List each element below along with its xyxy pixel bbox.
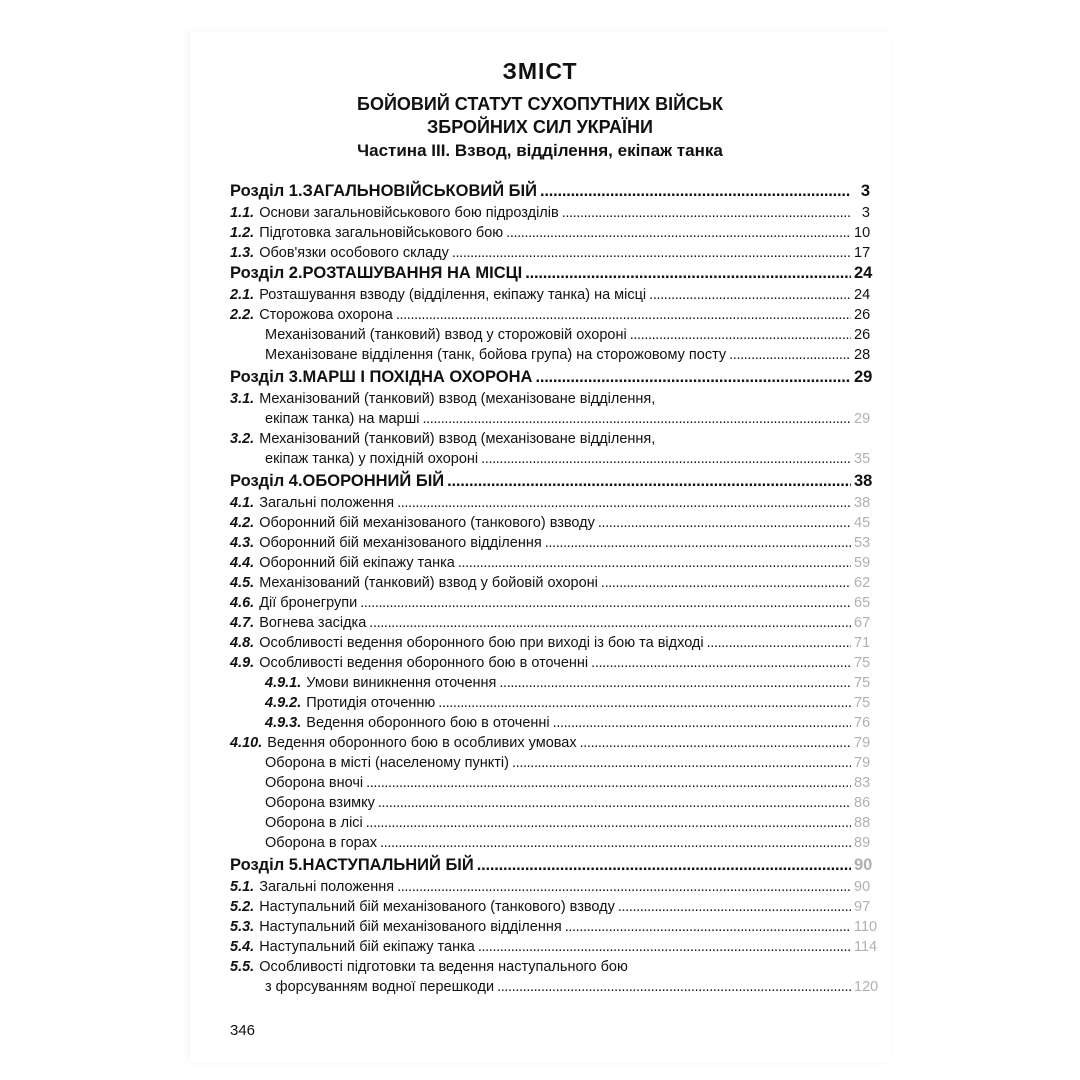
toc-page-number: 62 (854, 575, 871, 591)
toc-page-number: 10 (854, 225, 871, 241)
document-subtitle-line3: Частина ІІІ. Взвод, відділення, екіпаж танка (357, 141, 723, 160)
toc-entry-title: Особливості ведення оборонного бою при виході із бою та відході (259, 635, 704, 651)
toc-entry-row (230, 450, 870, 468)
toc-page-number: 53 (854, 535, 871, 551)
toc-entry-row (230, 878, 870, 896)
toc-dot-leader (366, 814, 851, 832)
toc-entry-title: Особливості ведення оборонного бою в оточенні (259, 655, 589, 671)
toc-entry-row (230, 204, 870, 222)
toc-page-number: 26 (854, 307, 871, 323)
toc-dot-leader (630, 326, 851, 344)
toc-dot-leader (618, 898, 851, 916)
toc-entry-title: Особливості підготовки та ведення наступального бою (259, 959, 628, 975)
toc-page-number: 59 (854, 555, 871, 571)
toc-section-row (230, 368, 873, 386)
toc-page-number: 28 (854, 347, 871, 363)
toc-entry-row (230, 674, 870, 692)
toc-entry-row (230, 224, 870, 242)
toc-entry-title: Дії бронегрупи (259, 595, 358, 611)
toc-entry-title: Ведення оборонного бою в оточенні (306, 715, 550, 731)
page-number: 346 (230, 1022, 256, 1039)
toc-page-number: 29 (854, 368, 873, 386)
toc-entry-number: 4.1. (230, 495, 255, 511)
document-subtitle-line1: БОЙОВИЙ СТАТУТ СУХОПУТНИХ ВІЙСЬК (357, 94, 723, 114)
toc-page-number: 114 (854, 939, 878, 955)
toc-entry-number: 4.9.1. (265, 675, 302, 691)
toc-page-number: 3 (861, 205, 870, 221)
toc-entry-row (230, 634, 870, 652)
toc-page-number: 17 (854, 245, 871, 261)
toc-dot-leader (478, 938, 851, 956)
toc-entry-row (230, 494, 870, 512)
toc-dot-leader (369, 614, 851, 632)
toc-entry-row (230, 286, 870, 304)
toc-entry-number: 5.5. (230, 959, 255, 975)
toc-entry-number: 4.4. (230, 555, 255, 571)
toc-entry-row (230, 978, 879, 996)
toc-entry-row (230, 594, 870, 612)
toc-page-number: 97 (854, 899, 871, 915)
toc-page-number: 26 (854, 327, 871, 343)
toc-entry-row (230, 244, 870, 262)
toc-page-number: 38 (854, 495, 871, 511)
toc-entry-number: Розділ 5. (230, 856, 303, 874)
toc-entry-title: Протидія оточенню (306, 695, 436, 711)
toc-dot-leader (499, 674, 851, 692)
toc-entry-number: 4.5. (230, 575, 255, 591)
toc-entry-number: 4.9.2. (265, 695, 302, 711)
toc-entry-title: Оборона взимку (265, 795, 375, 811)
toc-dot-leader (497, 978, 851, 996)
toc-dot-leader (535, 368, 851, 386)
toc-entry-title: Сторожова охорона (259, 307, 393, 323)
toc-dot-leader (598, 514, 851, 532)
toc-dot-leader (525, 264, 851, 282)
toc-dot-leader (591, 654, 851, 672)
toc-section-row (230, 856, 873, 874)
document-subtitle-line2: ЗБРОЙНИХ СИЛ УКРАЇНИ (427, 117, 653, 137)
toc-dot-leader (422, 410, 851, 428)
toc-entry-title: Механізоване відділення (танк, бойова група) на сторожовому посту (265, 347, 727, 363)
toc-entry-title: Наступальний бій механізованого відділення (259, 919, 562, 935)
toc-entry-title: Ведення оборонного бою в особливих умовах (267, 735, 577, 751)
toc-page-number: 90 (854, 856, 873, 874)
toc-dot-leader (506, 224, 851, 242)
toc-entry-row (230, 938, 878, 956)
toc-entry-number: 4.9.3. (265, 715, 302, 731)
toc-entry-number: 5.2. (230, 899, 255, 915)
toc-entry-number: 4.9. (230, 655, 255, 671)
toc-entry-title: Загальні положення (259, 495, 395, 511)
toc-page-number: 88 (854, 815, 871, 831)
toc-entry-title: Підготовка загальновійськового бою (259, 225, 504, 241)
toc-entry-number: 4.2. (230, 515, 255, 531)
toc-entry-number: 4.10. (230, 735, 263, 751)
toc-dot-leader (512, 754, 851, 772)
toc-entry-number: 4.7. (230, 615, 255, 631)
toc-dot-leader (396, 306, 851, 324)
toc-page-number: 29 (854, 411, 871, 427)
toc-entry-row (230, 694, 870, 712)
toc-entry-number: 3.1. (230, 391, 255, 407)
toc-dot-leader (553, 714, 851, 732)
toc-entry-row (230, 654, 870, 672)
page-title: ЗМІСТ (502, 58, 578, 84)
toc-dot-leader (481, 450, 851, 468)
toc-dot-leader (438, 694, 851, 712)
toc-entry-title: Обов'язки особового складу (259, 245, 449, 261)
toc-entry-row (230, 794, 870, 812)
toc-page-number: 38 (854, 472, 873, 490)
toc-entry-title: МАРШ І ПОХІДНА ОХОРОНА (302, 368, 533, 386)
toc-entry-title: Механізований (танковий) взвод у бойовій охороні (259, 575, 598, 591)
toc-page-number: 90 (854, 879, 871, 895)
toc-entry-row (230, 774, 870, 792)
toc-entry-title: ЗАГАЛЬНОВІЙСЬКОВИЙ БІЙ (302, 182, 537, 200)
toc-page-number: 76 (854, 715, 871, 731)
toc-entry-row (230, 306, 870, 324)
toc-entry-row (230, 574, 870, 592)
toc-entry-number: 2.2. (230, 307, 255, 323)
toc-entry-number: 4.8. (230, 635, 255, 651)
toc-dot-leader (729, 346, 851, 364)
toc-entry-number: 1.1. (230, 205, 255, 221)
toc-entry-title: Оборонний бій механізованого відділення (259, 535, 542, 551)
toc-entry-number: 5.1. (230, 879, 255, 895)
toc-page-number: 75 (854, 675, 871, 691)
toc-entry-number: 2.1. (230, 287, 255, 303)
toc-section-row (230, 182, 870, 200)
toc-page-number: 79 (854, 735, 871, 751)
toc-entry-title: ОБОРОННИЙ БІЙ (302, 472, 445, 490)
toc-entry-row (230, 390, 870, 408)
toc-section-row (230, 472, 873, 490)
toc-page-number: 110 (854, 919, 878, 935)
toc-entry-number: Розділ 1. (230, 182, 303, 200)
toc-entry-row (230, 514, 870, 532)
toc-entry-title: Розташування взводу (відділення, екіпажу танка) на місці (259, 287, 647, 303)
toc-dot-leader (397, 494, 851, 512)
toc-entry-number: Розділ 3. (230, 368, 303, 386)
toc-page-number: 75 (854, 695, 871, 711)
toc-entry-number: 1.3. (230, 245, 255, 261)
toc-entry-title: Оборонний бій екіпажу танка (259, 555, 455, 571)
toc-entry-number: 5.4. (230, 939, 255, 955)
toc-dot-leader (707, 634, 851, 652)
toc-entry-title: Механізований (танковий) взвод (механізоване відділення, (259, 431, 656, 447)
toc-dot-leader (565, 918, 851, 936)
toc-entry-number: 3.2. (230, 431, 255, 447)
toc-page-number: 83 (854, 775, 871, 791)
toc-dot-leader (580, 734, 851, 752)
toc-dot-leader (649, 286, 851, 304)
toc-page-number: 45 (854, 515, 871, 531)
toc-entry-number: Розділ 2. (230, 264, 303, 282)
toc-entry-row (230, 834, 870, 852)
toc-page-number: 24 (854, 264, 873, 282)
toc-page-number: 120 (854, 979, 879, 995)
toc-entry-title: НАСТУПАЛЬНИЙ БІЙ (302, 856, 474, 874)
toc-entry-row (230, 346, 870, 364)
toc-entry-row (230, 534, 870, 552)
toc-page-number: 24 (854, 287, 871, 303)
toc-page-number: 67 (854, 615, 871, 631)
toc-page-number: 35 (854, 451, 871, 467)
toc-entry-title: РОЗТАШУВАННЯ НА МІСЦІ (302, 264, 523, 282)
toc-entry-title: Оборона в місті (населеному пункті) (265, 755, 509, 771)
toc-dot-leader (380, 834, 851, 852)
toc-entry-number: Розділ 4. (230, 472, 303, 490)
toc-dot-leader (452, 244, 851, 262)
toc-dot-leader (360, 594, 851, 612)
toc-entry-title: Оборонний бій механізованого (танкового) взводу (259, 515, 595, 531)
toc-entry-title: Наступальний бій механізованого (танкового) взводу (259, 899, 615, 915)
toc-page-number: 65 (854, 595, 871, 611)
toc-entry-title: екіпаж танка) у похідній охороні (265, 451, 479, 467)
toc-page-number: 71 (854, 635, 871, 651)
toc-dot-leader (601, 574, 851, 592)
toc-entry-row (230, 714, 870, 732)
toc-entry-title: Загальні положення (259, 879, 395, 895)
toc-entry-row (230, 614, 870, 632)
toc-page-number: 3 (860, 182, 870, 200)
toc-page-number: 75 (854, 655, 871, 671)
toc-entry-title: Оборона в горах (265, 835, 378, 851)
toc-entry-row (230, 754, 870, 772)
toc-entry-title: екіпаж танка) на марші (265, 411, 420, 427)
toc-dot-leader (458, 554, 851, 572)
toc-page-number: 89 (854, 835, 871, 851)
toc-entry-row (230, 918, 878, 936)
toc-section-row (230, 264, 873, 282)
toc-entry-number: 5.3. (230, 919, 255, 935)
toc-entry-row (230, 734, 870, 752)
toc-dot-leader (366, 774, 851, 792)
toc-dot-leader (477, 856, 851, 874)
toc-entry-title: Механізований (танковий) взвод (механізоване відділення, (259, 391, 656, 407)
toc-entry-number: 4.6. (230, 595, 255, 611)
toc-entry-row (230, 430, 870, 448)
toc-entry-title: Наступальний бій екіпажу танка (259, 939, 475, 955)
toc-dot-leader (397, 878, 851, 896)
toc-entry-title: Умови виникнення оточення (306, 675, 497, 691)
toc-entry-title: Оборона в лісі (265, 815, 363, 831)
toc-entry-title: Оборона вночі (265, 775, 364, 791)
toc-page-number: 79 (854, 755, 871, 771)
document-page (190, 32, 890, 1062)
toc-entry-number: 4.3. (230, 535, 255, 551)
toc-dot-leader (378, 794, 851, 812)
toc-entry-title: Вогнева засідка (259, 615, 367, 631)
toc-dot-leader (540, 182, 851, 200)
toc-entry-row (230, 814, 870, 832)
toc-entry-title: з форсуванням водної перешкоди (265, 979, 495, 995)
toc-dot-leader (545, 534, 851, 552)
toc-entry-row (230, 410, 870, 428)
toc-entry-row (230, 554, 870, 572)
toc-entry-title: Основи загальновійськового бою підрозділів (259, 205, 559, 221)
toc-entry-row (230, 326, 870, 344)
toc-entry-number: 1.2. (230, 225, 255, 241)
toc-entry-title: Механізований (танковий) взвод у сторожовій охороні (265, 327, 627, 343)
toc-dot-leader (562, 204, 851, 222)
toc-dot-leader (447, 472, 851, 490)
toc-entry-row (230, 958, 870, 976)
toc-page-number: 86 (854, 795, 871, 811)
toc-entry-row (230, 898, 870, 916)
